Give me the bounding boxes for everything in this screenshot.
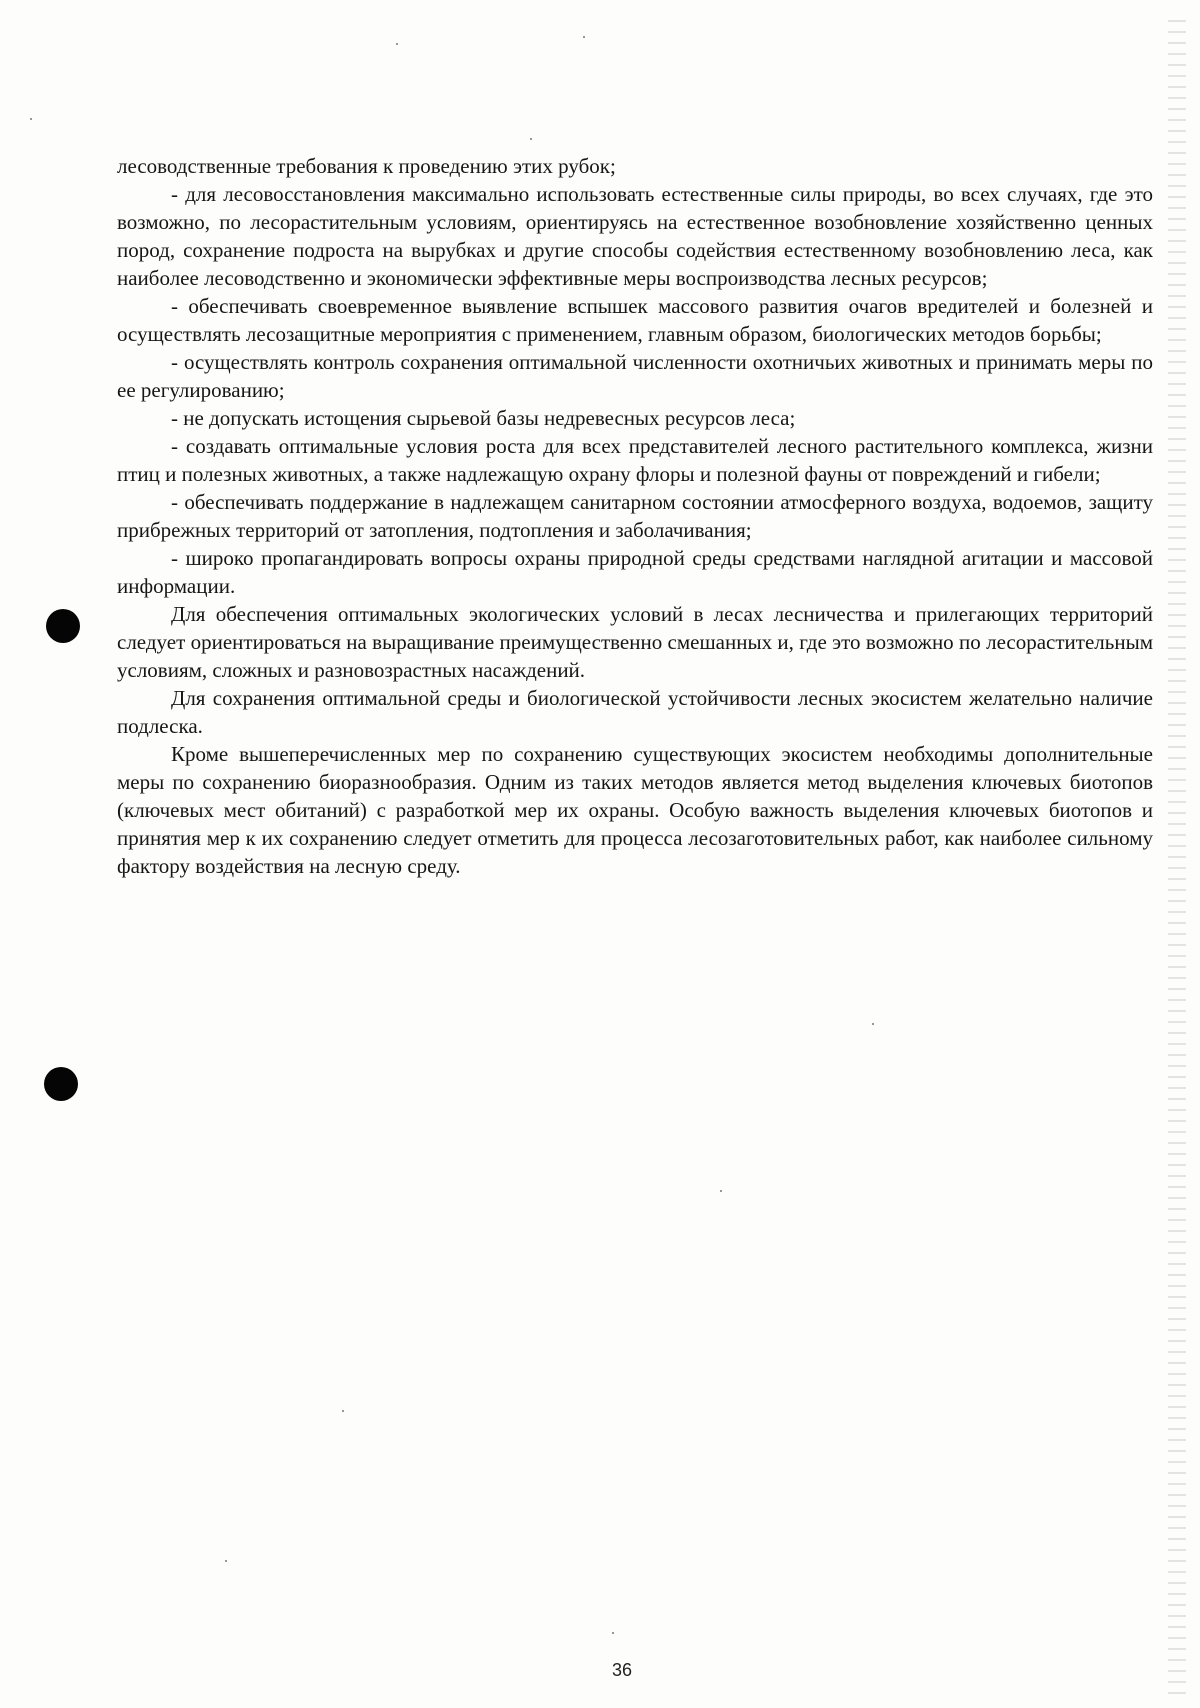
scan-speck: [720, 1190, 722, 1192]
scan-speck: [872, 1023, 874, 1025]
scan-speck: [612, 1632, 614, 1634]
paragraph: - создавать оптимальные условия роста для всех представителей лесного растительного комплекса, жизни птиц и полезных животных, а также надлежащую охрану флоры и полезной фауны от повреждений и гибели;: [117, 434, 1153, 486]
scan-edge-artifact: [1168, 20, 1186, 1700]
paragraph: - осуществлять контроль сохранения оптимальной численности охотничьих животных и принимать меры по ее регулированию;: [117, 350, 1153, 402]
paragraph: - обеспечивать своевременное выявление вспышек массового развития очагов вредителей и болезней и осуществлять лесозащитные мероприятия с применением, главным образом, биологических методов борьбы;: [117, 294, 1153, 346]
page-number: 36: [612, 1660, 633, 1680]
paragraph: лесоводственные требования к проведению этих рубок;: [117, 154, 616, 178]
paragraph: Для сохранения оптимальной среды и биологической устойчивости лесных экосистем желательно наличие подлеска.: [117, 686, 1153, 738]
scan-speck: [583, 36, 585, 38]
paragraph: - не допускать истощения сырьевой базы недревесных ресурсов леса;: [171, 406, 796, 430]
scan-speck: [225, 1560, 227, 1562]
paragraph: - широко пропагандировать вопросы охраны природной среды средствами наглядной агитации и массовой информации.: [117, 546, 1153, 598]
paragraph: Для обеспечения оптимальных экологических условий в лесах лесничества и прилегающих территорий следует ориентироваться на выращивание преимущественно смешанных и, где это возможно по лесорастительным условиям, сложных и разновозрастных насаждений.: [117, 602, 1153, 682]
paragraph: - для лесовосстановления максимально использовать естественные силы природы, во всех случаях, где это возможно, по лесорастительным условиям, ориентируясь на естественное возобновление хозяйственно ценных пород, сохранение подроста на вырубках и другие способы содействия естественному возобновлению леса, как наиболее лесоводственно и экономически эффективные меры воспроизводства лесных ресурсов;: [117, 182, 1153, 290]
paragraph: - обеспечивать поддержание в надлежащем санитарном состоянии атмосферного воздуха, водоемов, защиту прибрежных территорий от затопления, подтопления и заболачивания;: [117, 490, 1153, 542]
punch-hole: [46, 609, 80, 643]
scan-speck: [342, 1410, 344, 1412]
scan-speck: [30, 118, 32, 120]
punch-hole: [44, 1067, 78, 1101]
scan-speck: [396, 43, 398, 45]
paragraph: Кроме вышеперечисленных мер по сохранению существующих экосистем необходимы дополнительные меры по сохранению биоразнообразия. Одним из таких методов является метод выделения ключевых биотопов (ключевых мест обитаний) с разработкой мер их охраны. Особую важность выделения ключевых биотопов и принятия мер к их сохранению следует отметить для процесса лесозаготовительных работ, как наиболее сильному фактору воздействия на лесную среду.: [117, 742, 1153, 878]
scan-speck: [530, 138, 532, 140]
body-text: [117, 152, 1153, 880]
